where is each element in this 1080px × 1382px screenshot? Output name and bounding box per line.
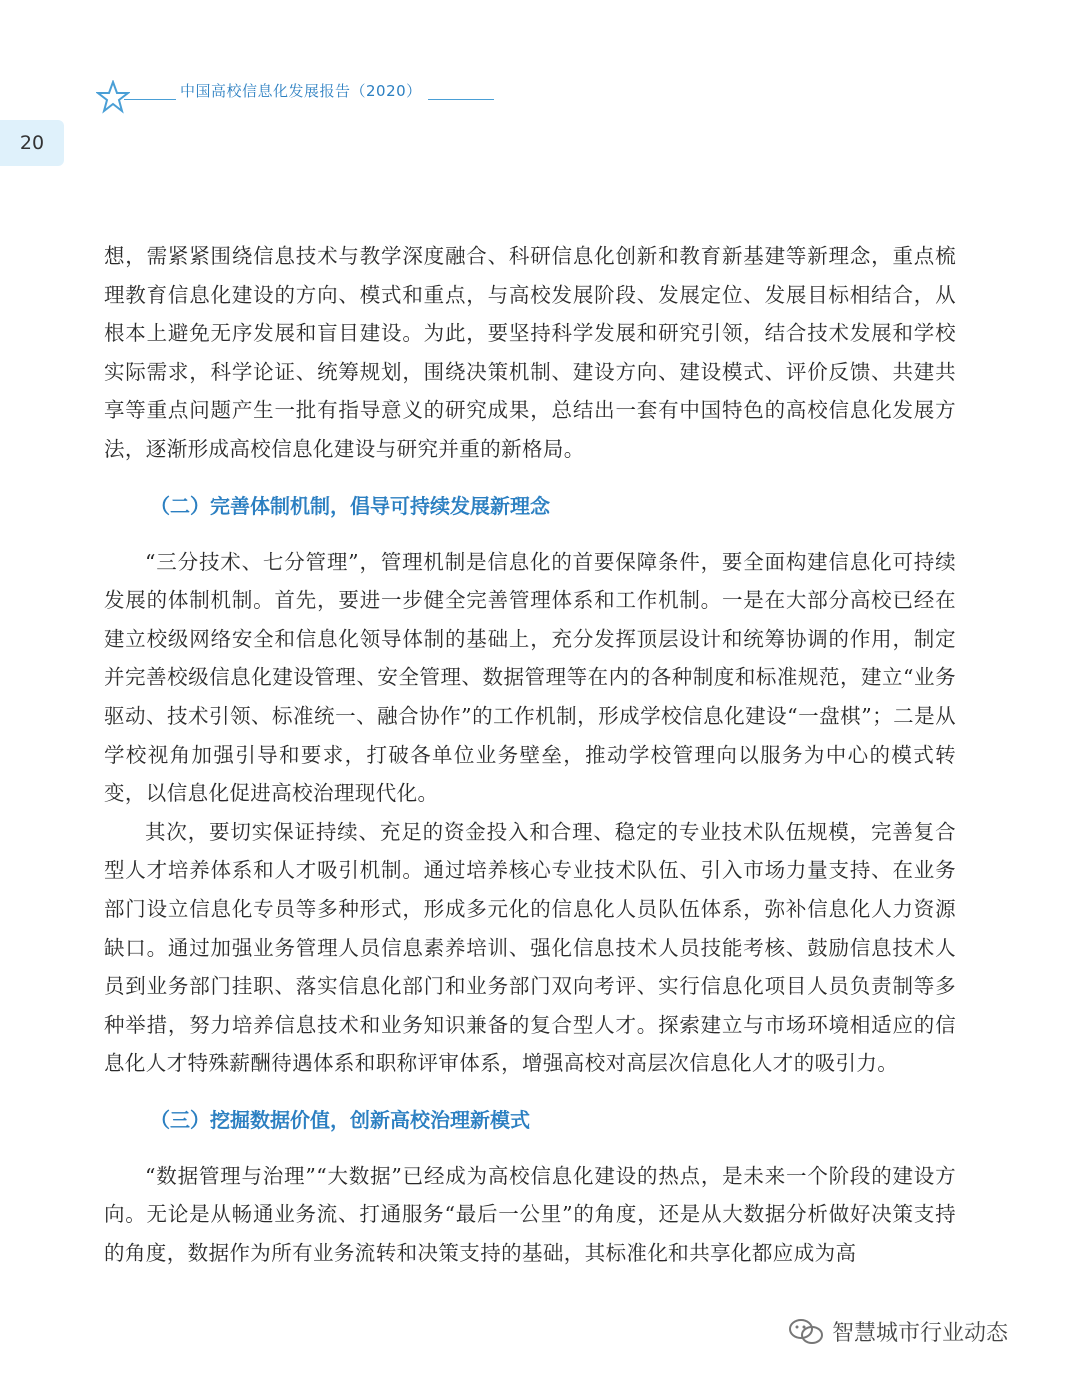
page-number: 20 [0, 120, 64, 166]
paragraph-1: 想，需紧紧围绕信息技术与教学深度融合、科研信息化创新和教育新基建等新理念，重点梳理教育信息化建设的方向、模式和重点，与高校发展阶段、发展定位、发展目标相结合，从根本上避免无序发展和盲目建设。为此，要坚持科学发展和研究引领，结合技术发展和学校实际需求，科学论证、统筹规划，围绕决策机制、建设方向、建设模式、评价反馈、共建共享等重点问题产生一批有指导意义的研究成果，总结出一套有中国特色的高校信息化发展方法，逐渐形成高校信息化建设与研究并重的新格局。 [104, 244, 956, 461]
section-heading-3: （三）挖掘数据价值，创新高校治理新模式 [150, 1107, 530, 1132]
main-content [104, 237, 956, 1273]
paragraph-2: “三分技术、七分管理”，管理机制是信息化的首要保障条件，要全面构建信息化可持续发展的体制机制。首先，要进一步健全完善管理体系和工作机制。一是在大部分高校已经在建立校级网络安全和信息化领导体制的基础上，充分发挥顶层设计和统筹协调的作用，制定并完善校级信息化建设管理、安全管理、数据管理等在内的各种制度和标准规范，建立“业务驱动、技术引领、标准统一、融合协作”的工作机制，形成学校信息化建设“一盘棋”；二是从学校视角加强引导和要求，打破各单位业务壁垒，推动学校管理向以服务为中心的模式转变，以信息化促进高校治理现代化。 [104, 549, 956, 806]
star-icon [96, 80, 130, 114]
paragraph-4: “数据管理与治理”“大数据”已经成为高校信息化建设的热点，是未来一个阶段的建设方向。无论是从畅通业务流、打通服务“最后一公里”的角度，还是从大数据分析做好决策支持的角度，数据作为所有业务流转和决策支持的基础，其标准化和共享化都应成为高 [104, 1163, 956, 1266]
paragraph-3: 其次，要切实保证持续、充足的资金投入和合理、稳定的专业技术队伍规模，完善复合型人才培养体系和人才吸引机制。通过培养核心专业技术队伍、引入市场力量支持、在业务部门设立信息化专员等多种形式，形成多元化的信息化人员队伍体系，弥补信息化人力资源缺口。通过加强业务管理人员信息素养培训、强化信息技术人员技能考核、鼓励信息技术人员到业务部门挂职、落实信息化部门和业务部门双向考评、实行信息化项目人员负责制等多种举措，努力培养信息技术和业务知识兼备的复合型人才。探索建立与市场环境相适应的信息化人才特殊薪酬待遇体系和职称评审体系，增强高校对高层次信息化人才的吸引力。 [104, 819, 956, 1076]
section-heading-2: （二）完善体制机制，倡导可持续发展新理念 [150, 493, 550, 518]
watermark [788, 1316, 1008, 1347]
wechat-icon [788, 1318, 824, 1346]
watermark-text: 智慧城市行业动态 [832, 1321, 1009, 1346]
header-title: 中国高校信息化发展报告（2020） [176, 80, 428, 101]
page-header [96, 76, 616, 116]
